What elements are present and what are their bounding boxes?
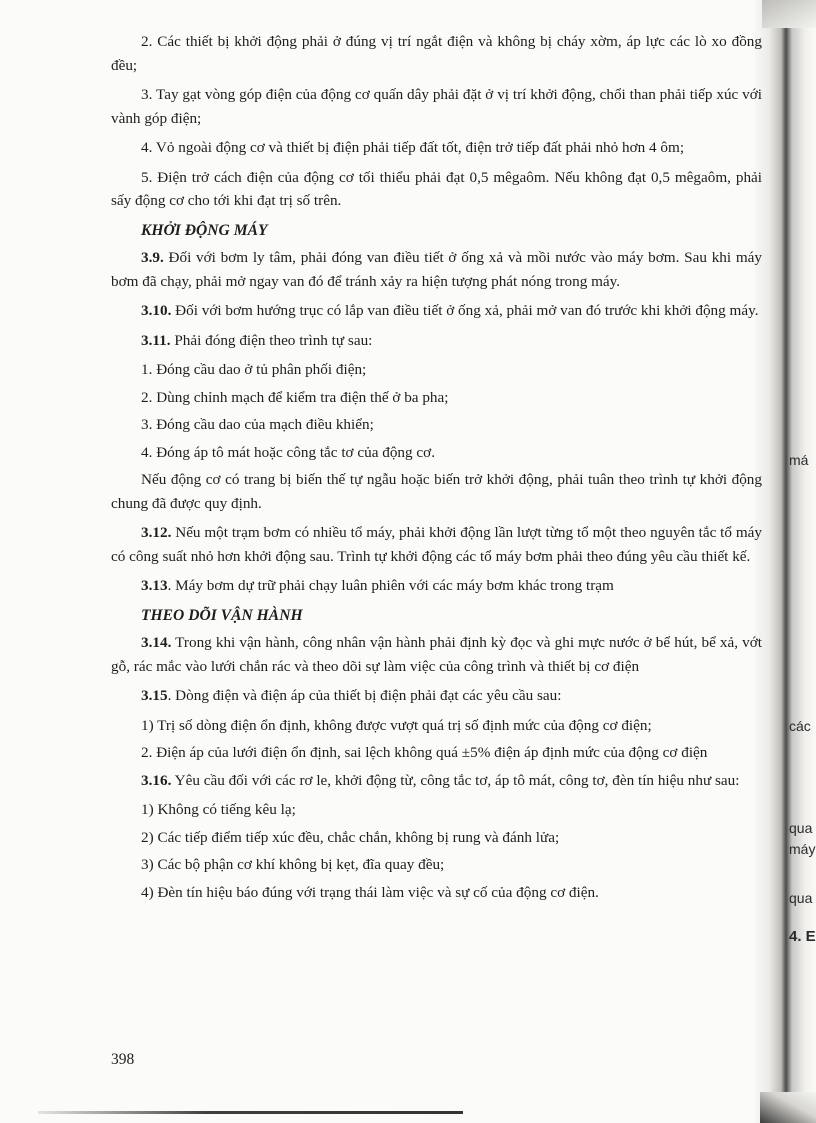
list-item: 3. Đóng cầu dao của mạch điều khiển; [141,416,374,433]
list-item: 1) Trị số dòng điện ổn định, không được vượt quá trị số định mức của động cơ điện; [141,716,652,734]
clause-3-11 [111,329,762,353]
clause-text: Đối với bơm hướng trục có lắp van điều tiết ở ống xả, phải mở van đó trước khi khởi động máy. [171,302,759,319]
list-item: 2) Các tiếp điểm tiếp xúc đều, chắc chắn, không bị rung và đánh lửa; [141,828,560,846]
paragraph-item-3: 3. Tay gạt vòng góp điện của động cơ quấn dây phải đặt ở vị trí khởi động, chổi than phải tiếp xúc với vành góp điện; [111,86,762,127]
clause-number: 3.11. [141,331,171,349]
gutter-shadow-top [762,0,816,28]
clause-text: Trong khi vận hành, công nhân vận hành phải định kỳ đọc và ghi mực nước ở bể hút, bể xả, vớt gỗ, rác mắc vào lưới chắn rác và theo dõi sự làm việc của công trình và thiết bị cơ điện [111,634,762,675]
clause-3-12 [111,521,762,568]
clause-number: 3.15 [141,687,168,704]
list-item: 1. Đóng cầu dao ở tủ phân phối điện; [141,361,367,378]
list-item: 3) Các bộ phận cơ khí không bị kẹt, đĩa quay đều; [141,856,445,873]
clause-3-14 [111,631,762,678]
list-item: 2. Dùng chỉnh mạch để kiểm tra điện thế ở ba pha; [141,388,449,406]
clause-3-16 [111,769,762,793]
gutter-shadow-bottom [760,1092,816,1123]
list-item: 1) Không có tiếng kêu lạ; [141,801,296,818]
facing-page-fragment: qua [789,820,813,836]
clause-number: 3.10. [141,302,172,319]
clause-number: 3.13 [141,577,168,594]
clause-text: . Máy bơm dự trữ phải chạy luân phiên với các máy bơm khác trong trạm [167,577,614,594]
bottom-rule [38,1111,463,1114]
clause-number: 3.14. [141,634,172,651]
facing-page-fragment: qua [789,890,813,906]
clause-text: . Dòng điện và điện áp của thiết bị điện phải đạt các yêu cầu sau: [167,687,562,704]
paragraph-item-4: 4. Vỏ ngoài động cơ và thiết bị điện phải tiếp đất tốt, điện trở tiếp đất phải nhỏ hơn 4 ôm; [141,139,685,156]
facing-page-fragment: máy [789,841,816,857]
clause-number: 3.9. [141,249,164,266]
text-column [111,30,762,908]
facing-page-fragment: các [789,718,811,734]
clause-text: Phải đóng điện theo trình tự sau: [170,331,373,349]
clause-number: 3.12. [141,524,172,541]
paragraph-autotransformer: Nếu động cơ có trang bị biến thế tự ngẫu hoặc biến trở khởi động, phải tuân theo trình tự khởi động chung đã được quy định. [111,471,762,512]
clause-number: 3.16. [141,771,172,789]
facing-page-fragment: má [789,452,809,468]
list-item: 4) Đèn tín hiệu báo đúng với trạng thái làm việc và sự cố của động cơ điện. [141,883,599,901]
clause-text: Nếu một trạm bơm có nhiều tổ máy, phải khởi động lần lượt từng tổ một theo nguyên tắc tổ máy có công suất nhỏ hơn khởi động sau. Trình tự khởi động các tổ máy bơm phải theo đúng yêu cầu thiết kế. [111,524,762,565]
section-heading-operation: THEO DÕI VẬN HÀNH [141,606,303,624]
clause-3-13 [111,574,762,598]
clause-3-9 [111,246,762,293]
book-gutter [755,0,816,1123]
list-item: 2. Điện áp của lưới điện ổn định, sai lệch không quá ±5% điện áp định mức của động cơ điện [141,744,708,761]
clause-3-15 [111,684,762,708]
paragraph-item-2: 2. Các thiết bị khởi động phải ở đúng vị trí ngắt điện và không bị cháy xờm, áp lực các lò xo đồng đều; [111,33,762,74]
clause-3-10 [111,299,762,323]
clause-text: Đối với bơm ly tâm, phải đóng van điều tiết ở ống xả và mồi nước vào máy bơm. Sau khi máy bơm đã chạy, phải mở ngay van đó để tránh xảy ra hiện tượng phát nóng trong máy. [111,249,762,290]
list-item: 4. Đóng áp tô mát hoặc công tắc tơ của động cơ. [141,443,435,461]
facing-page-fragment: 4. E [789,928,816,945]
paragraph-item-5: 5. Điện trở cách điện của động cơ tối thiểu phải đạt 0,5 mêgaôm. Nếu không đạt 0,5 mêgaôm, phải sấy động cơ cho tới khi đạt trị số trên. [111,168,762,209]
section-heading-start: KHỞI ĐỘNG MÁY [141,221,268,239]
page-number: 398 [111,1051,135,1068]
clause-text: Yêu cầu đối với các rơ le, khởi động từ, công tắc tơ, áp tô mát, công tơ, đèn tín hiệu như sau: [171,771,740,789]
